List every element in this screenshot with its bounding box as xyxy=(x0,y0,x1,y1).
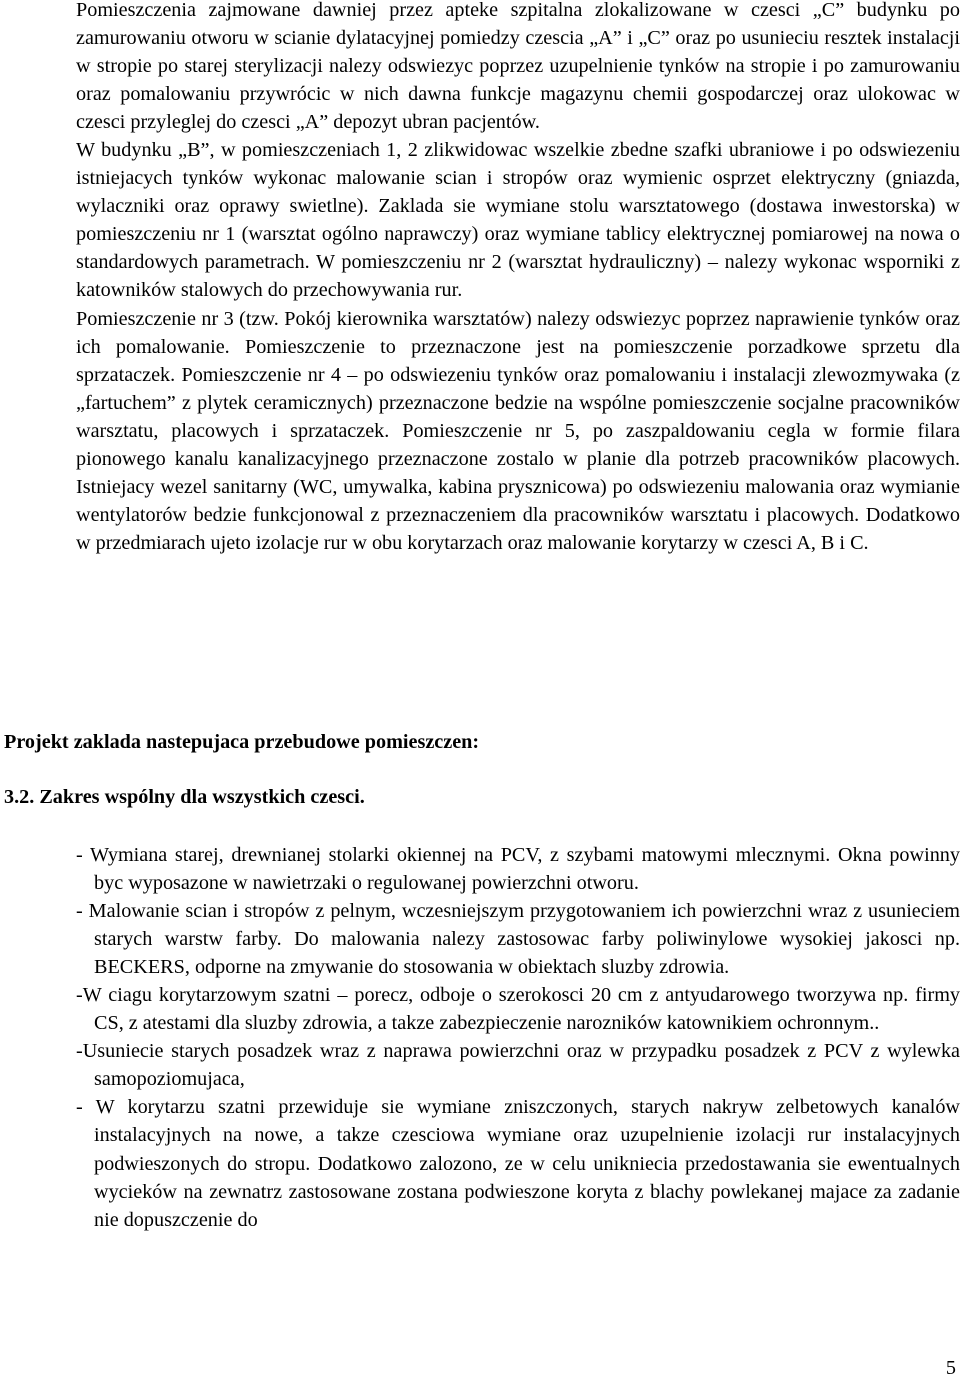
list-item: -W ciagu korytarzowym szatni – porecz, odboje o szerokosci 20 cm z antyudarowego tworzywa np. firmy CS, z atestami dla sluzby zdrowia, a takze zabezpieczenie narozników katownikiem ochronnym.. xyxy=(76,984,960,1035)
paragraph-building-b: W budynku „B”, w pomieszczeniach 1, 2 zlikwidowac wszelkie zbedne szafki ubraniowe i po odswiezeniu istniejacych tynków wykonac malowanie scian i stropów oraz wymienic osprzet elektryczny (gniazda, wylaczniki oraz oprawy swietlne). Zaklada sie wymiane stolu warsztatowego (dostawa inwestorska) w pomieszczeniu nr 1 (warsztat ogólno naprawczy) oraz wymiane tablicy elektrycznej pomiarowej na nowa o standardowych parametrach. W pomieszczeniu nr 2 (warsztat hydrauliczny) – nalezy wykonac wsporniki z katowników stalowych do przechowywania rur. xyxy=(76,139,960,302)
list-item: - Wymiana starej, drewnianej stolarki okiennej na PCV, z szybami matowymi mlecznymi. Okna powinny byc wyposazone w nawietrzaki o regulowanej powierzchni otworu. xyxy=(76,844,960,895)
body-text xyxy=(76,0,960,557)
section-heading: 3.2. Zakres wspólny dla wszystkich czesci. xyxy=(4,786,365,808)
scope-list xyxy=(76,841,960,1234)
paragraph-pharmacy-rooms: Pomieszczenia zajmowane dawniej przez apteke szpitalna zlokalizowane w czesci „C” budynku po zamurowaniu otworu w scianie dylatacyjnej pomiedzy czescia „A” i „C” oraz po usunieciu resztek instalacji w stropie po starej sterylizacji nalezy odswiezyc poprzez uzupelnienie tynków na stropie i po zamurowaniu oraz pomalowaniu przywrócic w nich dawna funkcje magazynu chemii gospodarczej oraz ulokowac w czesci przyleglej do czesci „A” depozyt ubran pacjentów. xyxy=(76,0,960,134)
paragraph-rooms-3-to-5: Pomieszczenie nr 3 (tzw. Pokój kierownika warsztatów) nalezy odswiezyc poprzez naprawienie tynków oraz ich pomalowanie. Pomieszczenie to przeznaczone jest na pomieszczenie porzadkowe sprzetu dla sprzataczek. Pomieszczenie nr 4 – po odswiezeniu tynków oraz pomalowaniu i instalacji zlewozmywaka (z „fartuchem” z plytek ceramicznych) przeznaczone bedzie na wspólne pomieszczenie socjalne pracowników warsztatu, placowych i sprzataczek. Pomieszczenie nr 5, po zaszpaldowaniu cegla w formie filara pionowego kanalu kanalizacyjnego przeznaczone zostalo w planie dla potrzeb pracowników placowych. Istniejacy wezel sanitarny (WC, umywalka, kabina prysznicowa) po odswiezeniu malowania oraz wymianie wentylatorów bedzie funkcjonowal z przeznaczeniem dla pracowników warsztatu i placowych. Dodatkowo w przedmiarach ujeto izolacje rur w obu korytarzach oraz malowanie korytarzy w czesci A, B i C. xyxy=(76,307,960,554)
list-item: -Usuniecie starych posadzek wraz z naprawa powierzchni oraz w przypadku posadzek z PCV z wylewka samopoziomujaca, xyxy=(76,1040,960,1091)
list-item: - W korytarzu szatni przewiduje sie wymiane zniszczonych, starych nakryw zelbetowych kanalów instalacyjnych na nowe, a takze czesciowa wymiane oraz uzupelnienie izolacji rur instalacyjnych podwieszonych do stropu. Dodatkowo zalozono, ze w celu unikniecia przedostawania sie ewentualnych wycieków na zewnatrz zastosowane zostana podwieszone koryta z blachy powlekanej majace za zadanie nie dopuszczenie do xyxy=(76,1096,960,1231)
page-number: 5 xyxy=(945,1357,956,1379)
project-heading: Projekt zaklada nastepujaca przebudowe pomieszczen: xyxy=(4,731,480,753)
list-item: - Malowanie scian i stropów z pelnym, wczesniejszym przygotowaniem ich powierzchni wraz z usunieciem starych warstw farby. Do malowania nalezy zastosowac farby poliwinylowe wysokiej jakosci np. BECKERS, odporne na zmywanie do stosowania w obiektach sluzby zdrowia. xyxy=(76,900,960,979)
